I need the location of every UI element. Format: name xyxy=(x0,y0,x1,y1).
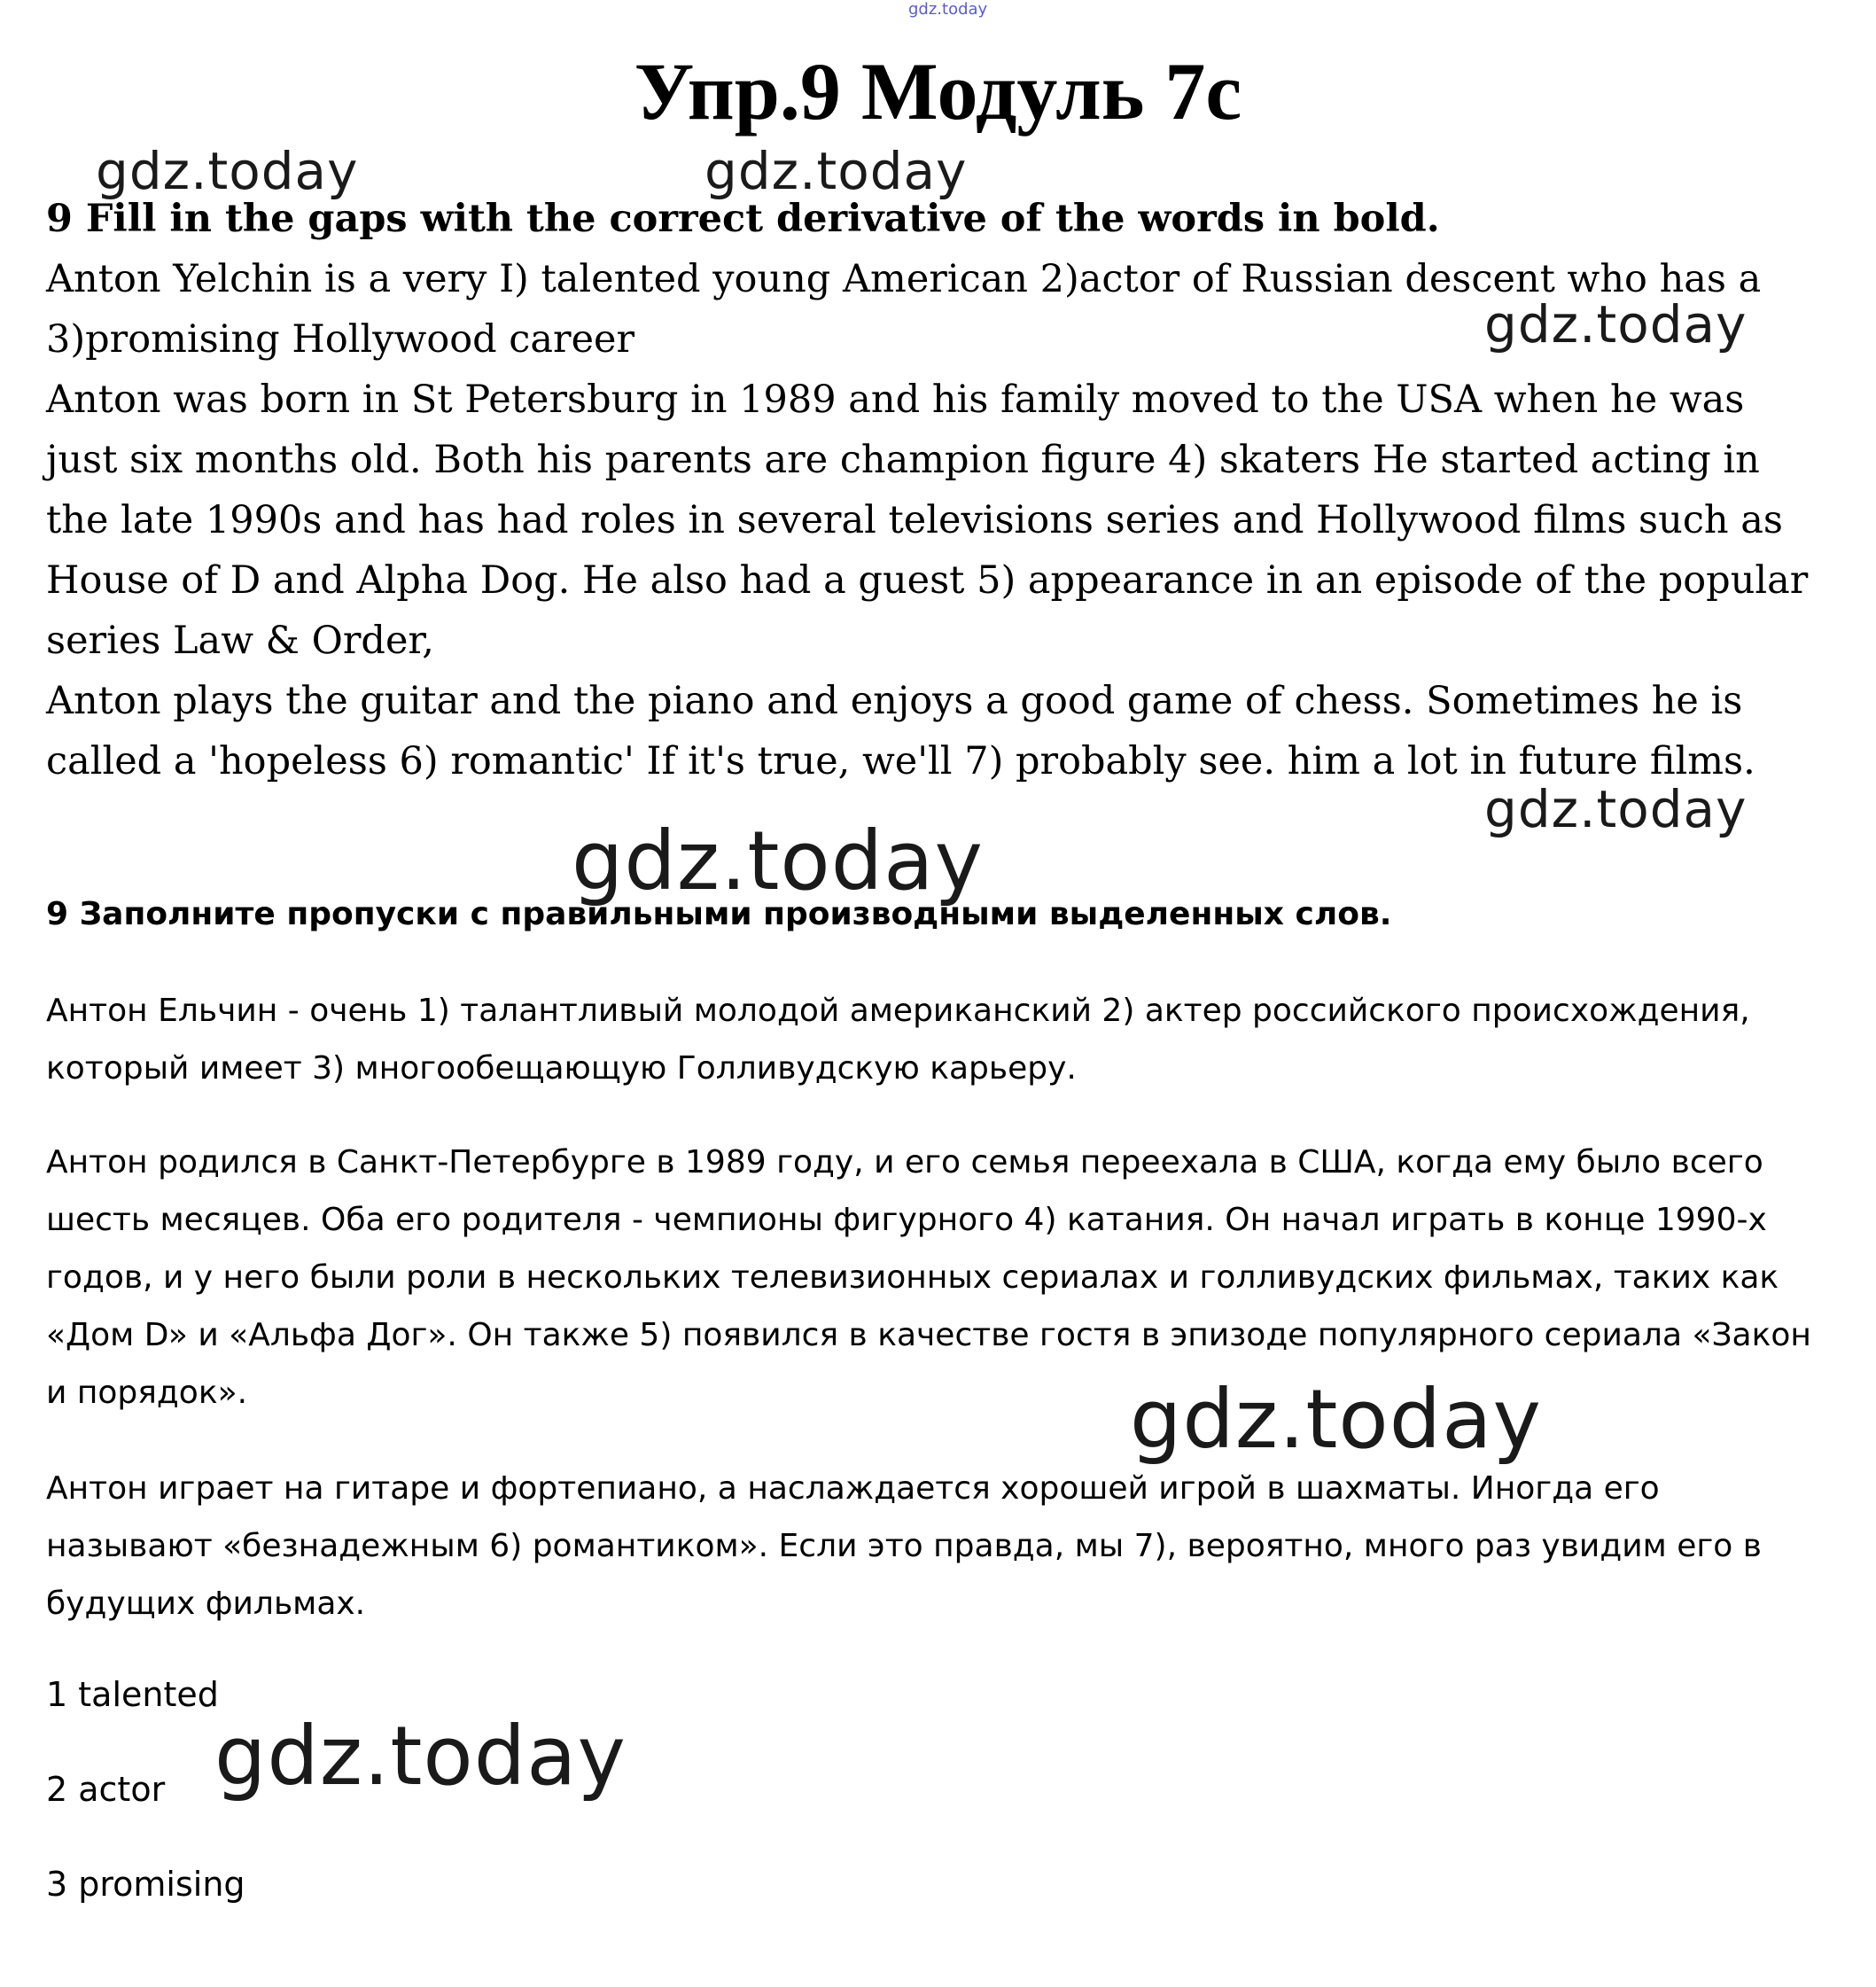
watermark: gdz.today xyxy=(214,1709,627,1804)
watermark: gdz.today xyxy=(704,141,968,201)
page-title: Упр.9 Модуль 7с xyxy=(634,46,1242,136)
watermark: gdz.today xyxy=(1484,779,1748,839)
answer-item: 2 actor xyxy=(46,1770,166,1809)
english-paragraph: Anton was born in St Petersburg in 1989 and his family moved to the USA when he was just six months old. Both his parents are champion figure 4) skaters He started acting in the late 1990s and has had roles in several televisions series and Hollywood films such as House of D and Alpha Dog. He also had a guest 5) appearance in an episode of the popular series Law & Order, xyxy=(46,378,1809,663)
watermark: gdz.today xyxy=(1130,1372,1542,1467)
answer-item: 1 talented xyxy=(46,1675,219,1714)
english-text xyxy=(46,249,1810,791)
site-mark: gdz.today xyxy=(908,0,988,19)
english-task-heading: 9 Fill in the gaps with the correct derivative of the words in bold. xyxy=(46,197,1440,241)
watermark: gdz.today xyxy=(96,141,359,201)
english-paragraph: Anton plays the guitar and the piano and enjoys a good game of chess. Sometimes he is called a 'hopeless 6) romantic' If it's true, we'll 7) probably see. him a lot in future films. xyxy=(46,679,1755,783)
russian-paragraph: Антон родился в Санкт-Петербурге в 1989 году, и его семья переехала в США, когда ему было всего шесть месяцев. Оба его родителя - чемпионы фигурного 4) катания. Он начал играть в конце 1990-х годов, и у него были роли в нескольких телевизионных сериалах и голливудских фильмах, таких как «Дом D» и «Альфа Дог». Он также 5) появился в качестве гостя в эпизоде популярного сериала «Закон и порядок». xyxy=(46,1144,1811,1411)
english-paragraph: Anton Yelchin is a very I) talented young American 2)actor of Russian descent who has a 3)promising Hollywood career xyxy=(46,257,1762,362)
russian-paragraph: Антон Ельчин - очень 1) талантливый молодой американский 2) актер российского происхождения, который имеет 3) многообещающую Голливудскую карьеру. xyxy=(46,993,1750,1087)
answer-item: 3 promising xyxy=(46,1865,245,1904)
russian-task-heading: 9 Заполните пропуски с правильными производными выделенных слов. xyxy=(46,896,1392,932)
russian-paragraph: Антон играет на гитаре и фортепиано, а наслаждается хорошей игрой в шахматы. Иногда его называют «безнадежным 6) романтиком». Если это правда, мы 7), вероятно, много раз увидим его в будущих фильмах. xyxy=(46,1470,1762,1622)
watermark: gdz.today xyxy=(1484,294,1748,355)
watermark: gdz.today xyxy=(572,814,984,908)
